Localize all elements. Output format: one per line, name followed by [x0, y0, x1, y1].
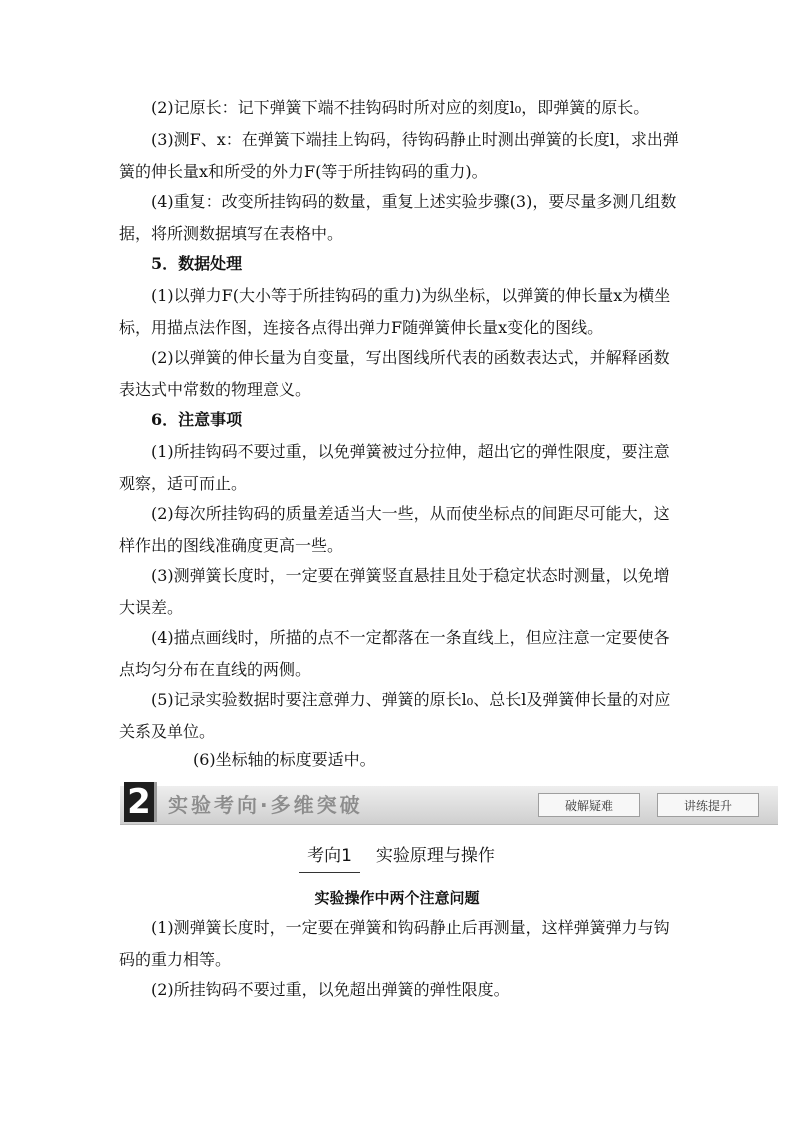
direction-tag: 考向1	[299, 840, 360, 873]
precaution-6: (6)坐标轴的标度要适中。	[193, 750, 376, 769]
step-3-paragraph: (3)测F、x：在弹簧下端挂上钩码，待钩码静止时测出弹簧的长度l，求出弹簧的伸长量x和所受的外力F(等于所挂钩码的重力)。	[119, 130, 679, 181]
subsection-header	[0, 840, 794, 872]
data-processing-2: (2)以弹簧的伸长量为自变量，写出图线所代表的函数表达式，并解释函数表达式中常数的物理意义。	[119, 348, 670, 399]
section-number-badge: 2	[124, 782, 157, 822]
precaution-2: (2)每次所挂钩码的质量差适当大一些，从而使坐标点的间距尽可能大，这样作出的图线准确度更高一些。	[119, 504, 670, 555]
analyze-difficulties-button[interactable]: 破解疑难	[538, 793, 640, 817]
practice-improve-button[interactable]: 讲练提升	[657, 793, 759, 817]
operation-note-2: (2)所挂钩码不要过重，以免超出弹簧的弹性限度。	[151, 980, 510, 999]
precaution-4: (4)描点画线时，所描的点不一定都落在一条直线上，但应注意一定要使各点均匀分布在直线的两侧。	[119, 628, 670, 679]
precaution-1: (1)所挂钩码不要过重，以免弹簧被过分拉伸，超出它的弹性限度，要注意观察，适可而止。	[119, 442, 670, 493]
precaution-3: (3)测弹簧长度时，一定要在弹簧竖直悬挂且处于稳定状态时测量，以免增大误差。	[119, 566, 670, 617]
precaution-5: (5)记录实验数据时要注意弹力、弹簧的原长l₀、总长l及弹簧伸长量的对应关系及单位。	[119, 690, 671, 741]
precautions-heading: 6．注意事项	[151, 410, 243, 429]
data-processing-1: (1)以弹力F(大小等于所挂钩码的重力)为纵坐标，以弹簧的伸长量x为横坐标，用描点法作图，连接各点得出弹力F随弹簧伸长量x变化的图线。	[119, 286, 671, 337]
operation-note-1: (1)测弹簧长度时，一定要在弹簧和钩码静止后再测量，这样弹簧弹力与钩码的重力相等。	[119, 918, 670, 969]
data-processing-heading: 5．数据处理	[151, 254, 243, 273]
section-title: 实验考向·多维突破	[168, 793, 363, 817]
subsection-subheading: 实验操作中两个注意问题	[314, 889, 480, 907]
subsection-title: 实验原理与操作	[375, 846, 495, 866]
step-4-paragraph: (4)重复：改变所挂钩码的数量，重复上述实验步骤(3)，要尽量多测几组数据，将所测数据填写在表格中。	[119, 192, 677, 243]
step-2-paragraph: (2)记原长：记下弹簧下端不挂钩码时所对应的刻度l₀，即弹簧的原长。	[151, 98, 650, 117]
